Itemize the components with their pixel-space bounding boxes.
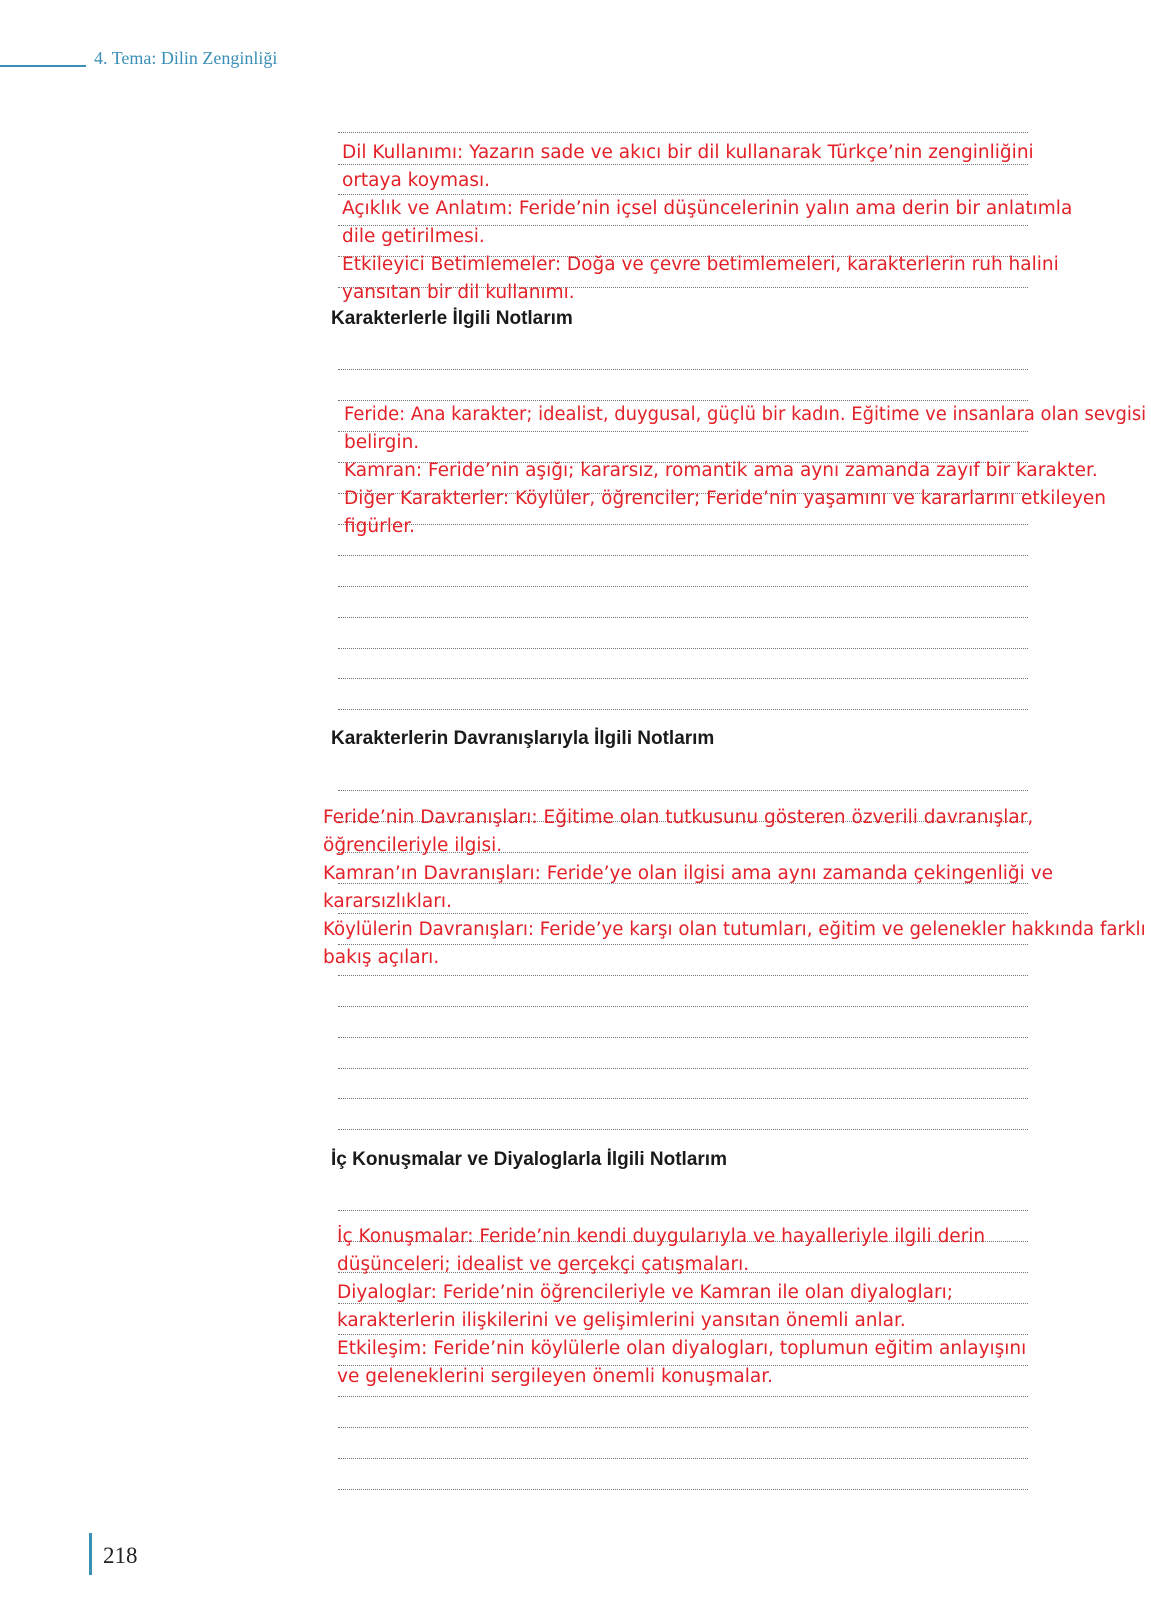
ruled-line bbox=[338, 913, 1028, 914]
note-line: Etkileyici Betimlemeler: Doğa ve çevre betimlemeleri, karakterlerin ruh halini bbox=[342, 254, 1059, 275]
ruled-line bbox=[338, 164, 1028, 165]
note-line: bakış açıları. bbox=[323, 947, 440, 968]
section-heading-behaviors: Karakterlerin Davranışlarıyla İlgili Notlarım bbox=[331, 728, 715, 749]
ruled-line bbox=[338, 194, 1028, 195]
note-line: Kamran’ın Davranışları: Feride’ye olan ilgisi ama aynı zamanda çekingenliği ve bbox=[323, 863, 1054, 884]
note-line: Feride: Ana karakter; idealist, duygusal, güçlü bir kadın. Eğitime ve insanlara olan sevgisi bbox=[344, 404, 1147, 425]
note-line: Köylülerin Davranışları: Feride’ye karşı olan tutumları, eğitim ve gelenekler hakkında farklı bbox=[323, 919, 1146, 940]
note-line: Diğer Karakterler: Köylüler, öğrenciler; Feride’nin yaşamını ve kararlarını etkileyen bbox=[344, 488, 1107, 509]
ruled-line bbox=[338, 1037, 1028, 1038]
section-heading-characters: Karakterlerle İlgili Notlarım bbox=[331, 308, 573, 329]
ruled-line bbox=[338, 975, 1028, 976]
ruled-line bbox=[338, 400, 1028, 401]
ruled-line bbox=[338, 1427, 1028, 1428]
ruled-line bbox=[338, 1458, 1028, 1459]
ruled-line bbox=[338, 1396, 1028, 1397]
ruled-line bbox=[338, 555, 1028, 556]
ruled-line bbox=[338, 678, 1028, 679]
note-line: Etkileşim: Feride’nin köylülerle olan diyalogları, toplumun eğitim anlayışını bbox=[337, 1338, 1027, 1359]
ruled-line bbox=[338, 369, 1028, 370]
chapter-title: 4. Tema: Dilin Zenginliği bbox=[94, 48, 278, 68]
note-line: dile getirilmesi. bbox=[342, 226, 485, 247]
section-heading-dialogues: İç Konuşmalar ve Diyaloglarla İlgili Notlarım bbox=[331, 1149, 727, 1170]
note-line: belirgin. bbox=[344, 432, 420, 453]
page-number-bar bbox=[89, 1533, 92, 1575]
note-line: düşünceleri; idealist ve gerçekçi çatışmaları. bbox=[337, 1254, 750, 1275]
note-line: kararsızlıkları. bbox=[323, 891, 452, 912]
ruled-line bbox=[338, 1068, 1028, 1069]
note-line: Feride’nin Davranışları: Eğitime olan tutkusunu gösteren özverili davranışlar, bbox=[323, 807, 1034, 828]
page-number: 218 bbox=[103, 1543, 138, 1568]
ruled-line bbox=[338, 1210, 1028, 1211]
note-line: yansıtan bir dil kullanımı. bbox=[342, 282, 575, 303]
ruled-line bbox=[338, 944, 1028, 945]
ruled-line bbox=[338, 1098, 1028, 1099]
ruled-line bbox=[338, 431, 1028, 432]
note-line: figürler. bbox=[344, 516, 416, 537]
ruled-line bbox=[338, 1129, 1028, 1130]
ruled-line bbox=[338, 586, 1028, 587]
note-line: öğrencileriyle ilgisi. bbox=[323, 835, 503, 856]
ruled-line bbox=[338, 1006, 1028, 1007]
ruled-line bbox=[338, 1489, 1028, 1490]
ruled-line bbox=[338, 790, 1028, 791]
ruled-line bbox=[338, 648, 1028, 649]
note-line: ortaya koyması. bbox=[342, 170, 491, 191]
ruled-line bbox=[338, 709, 1028, 710]
note-line: İç Konuşmalar: Feride’nin kendi duygularıyla ve hayalleriyle ilgili derin bbox=[337, 1226, 986, 1247]
ruled-line bbox=[338, 617, 1028, 618]
note-line: Dil Kullanımı: Yazarın sade ve akıcı bir dil kullanarak Türkçe’nin zenginliğini bbox=[342, 142, 1034, 163]
note-line: karakterlerin ilişkilerini ve gelişimlerini yansıtan önemli anlar. bbox=[337, 1310, 906, 1331]
note-line: Açıklık ve Anlatım: Feride’nin içsel düşüncelerinin yalın ama derin bir anlatımla bbox=[342, 198, 1073, 219]
ruled-line bbox=[338, 524, 1028, 525]
note-line: Diyaloglar: Feride’nin öğrencileriyle ve Kamran ile olan diyalogları; bbox=[337, 1282, 953, 1303]
ruled-line bbox=[338, 1334, 1028, 1335]
header-rule bbox=[0, 65, 86, 67]
note-line: ve geleneklerini sergileyen önemli konuşmalar. bbox=[337, 1366, 774, 1387]
note-line: Kamran: Feride’nin aşığı; kararsız, romantik ama aynı zamanda zayıf bir karakter. bbox=[344, 460, 1098, 481]
ruled-line bbox=[338, 132, 1028, 133]
